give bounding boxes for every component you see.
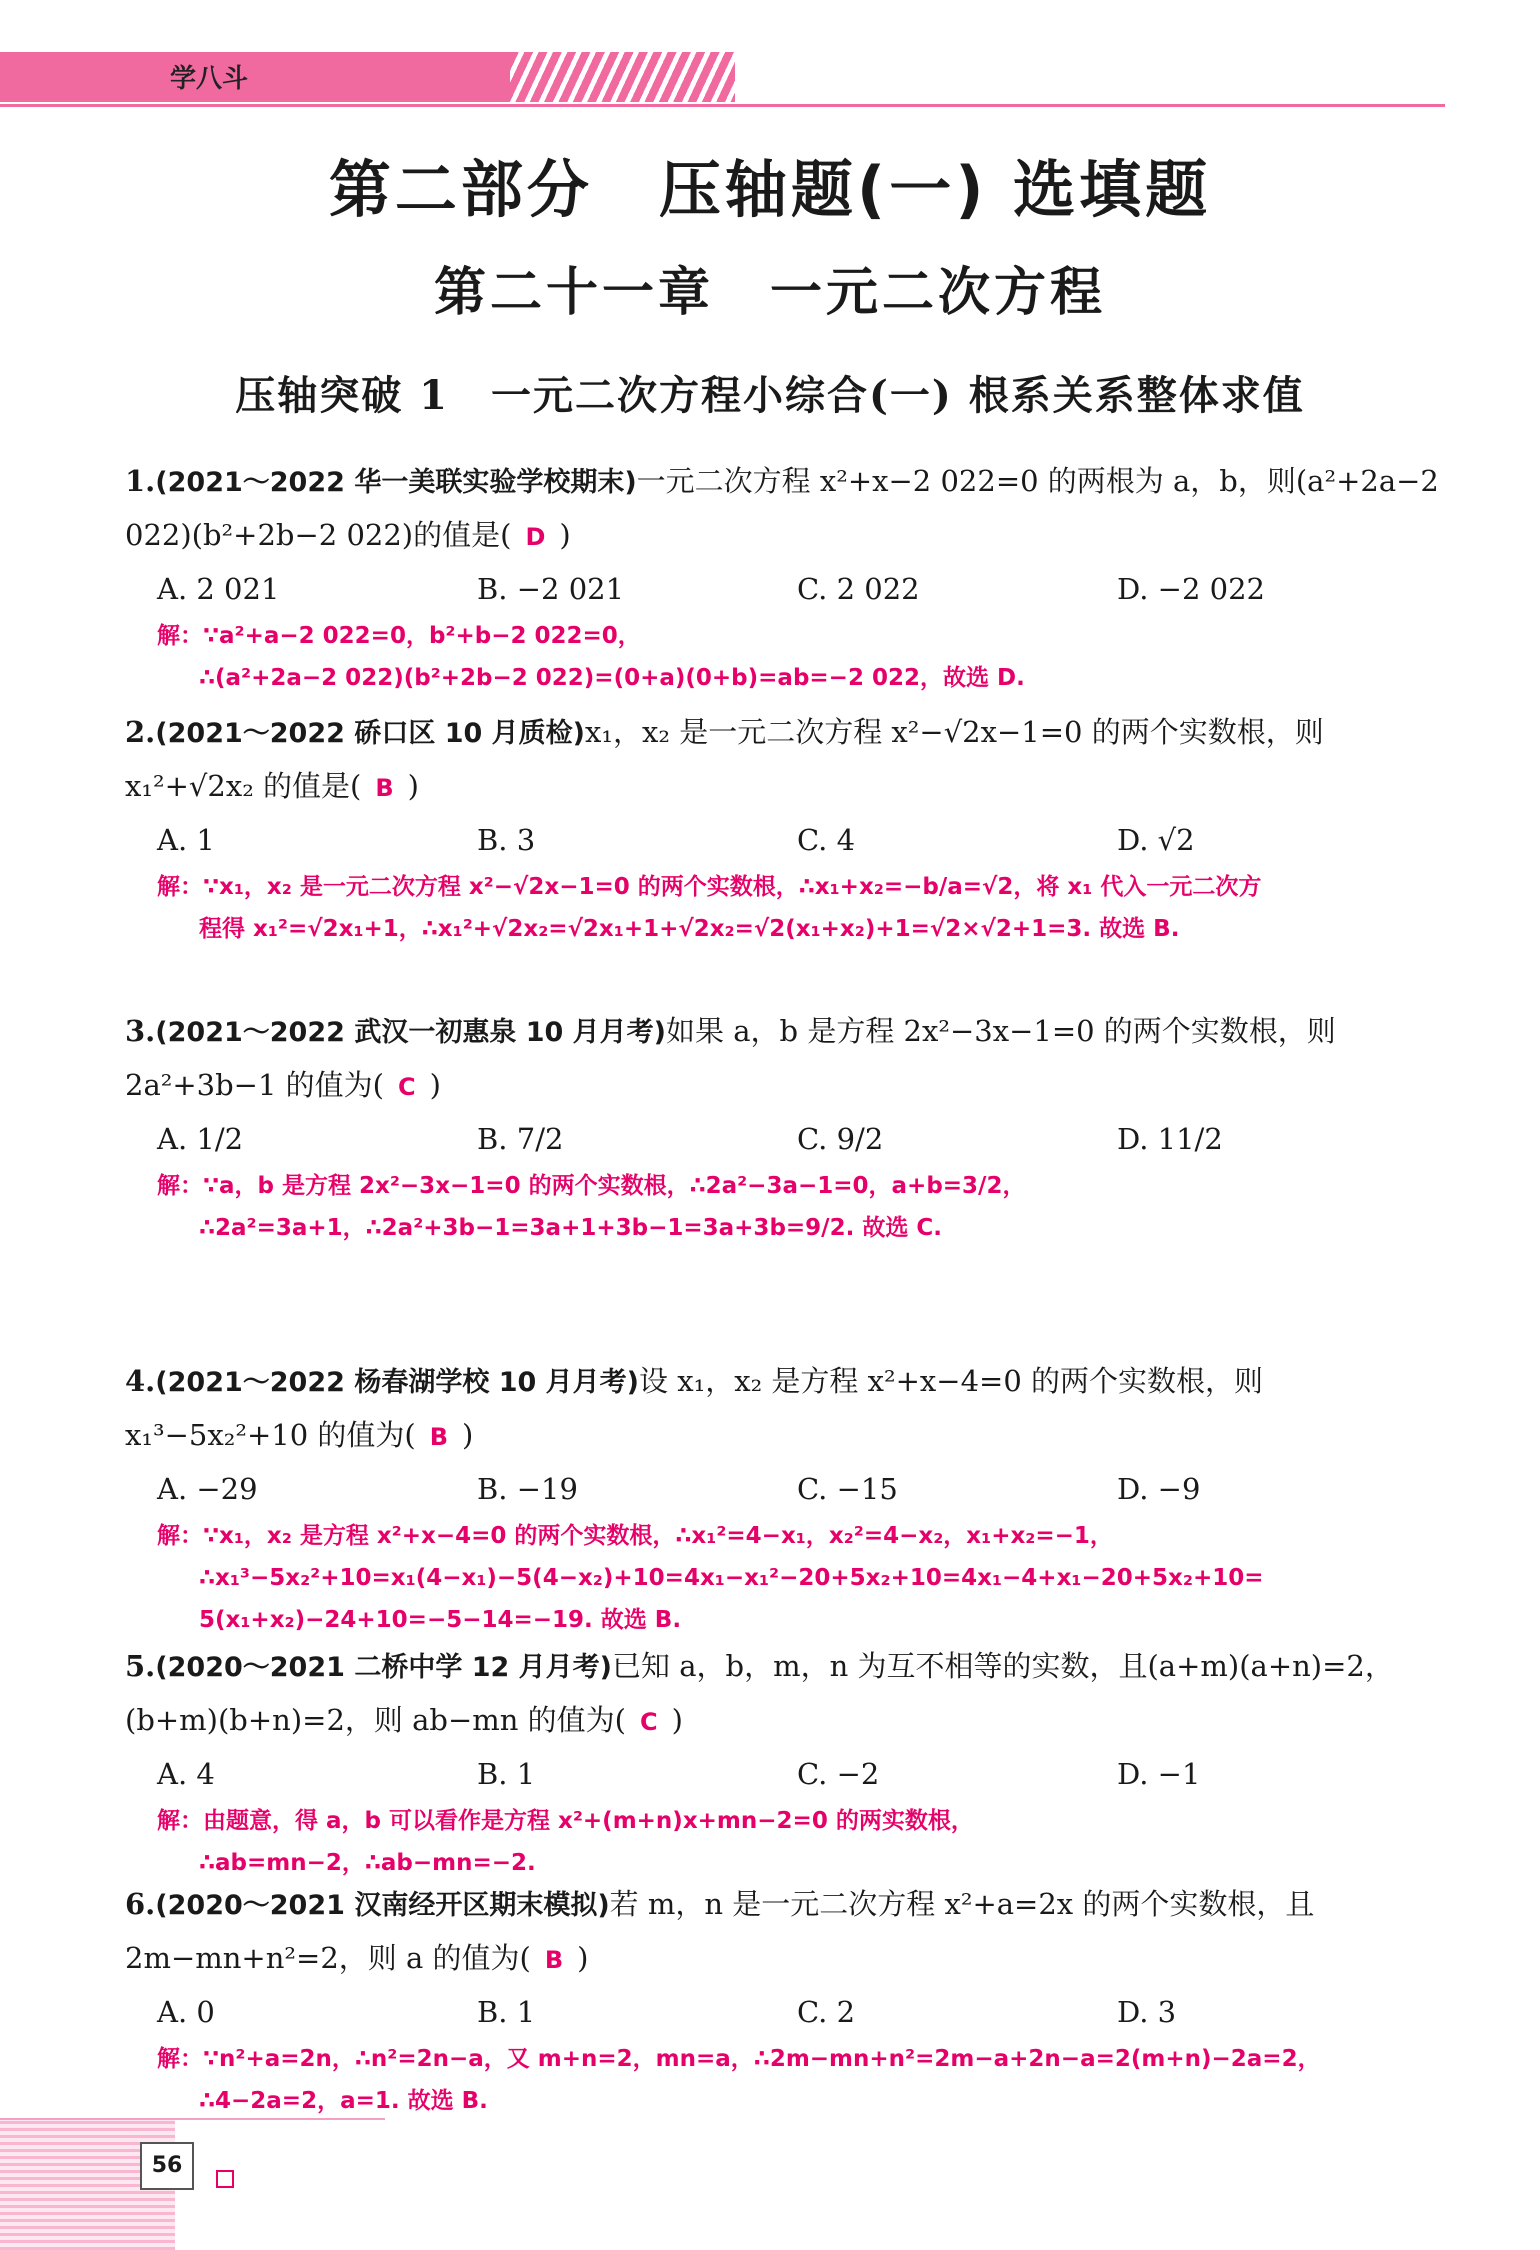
question-text: 一元二次方程 x²+x−2 022=0 的两根为 a，b，则(a²+2a−2 022)(b²+2b−2 022)的值是( — [125, 464, 1439, 552]
solution-line: 5(x₁+x₂)−24+10=−5−14=−19. 故选 B. — [199, 1607, 682, 1633]
question-stem — [125, 706, 1445, 814]
option: B. 1 — [477, 1995, 536, 2029]
question-close: ) — [462, 1418, 474, 1452]
options-row — [125, 1463, 1445, 1515]
question-text: 若 m，n 是一元二次方程 x²+a=2x 的两个实数根，且 2m−mn+n²=2，则 a 的值为( — [125, 1887, 1315, 1975]
solution-line: 解：由题意，得 a，b 可以看作是方程 x²+(m+n)x+mn−2=0 的两实数根， — [157, 1808, 974, 1834]
option: B. −19 — [477, 1472, 578, 1506]
answer-letter: C — [397, 1073, 416, 1101]
option: A. 4 — [157, 1757, 215, 1791]
answer-letter: B — [375, 774, 394, 802]
option: D. −9 — [1117, 1472, 1201, 1506]
header-stripes — [510, 52, 735, 102]
question-close: ) — [671, 1703, 683, 1737]
question-5 — [125, 1640, 1445, 1884]
question-6 — [125, 1878, 1445, 2122]
solution-line: 解：∵x₁，x₂ 是一元二次方程 x²−√2x−1=0 的两个实数根，∴x₁+x₂=−b/a=√2，将 x₁ 代入一元二次方 — [157, 874, 1262, 900]
question-4 — [125, 1355, 1445, 1641]
question-number: 1. — [125, 464, 156, 498]
option: B. 3 — [477, 823, 536, 857]
question-text: 已知 a，b，m，n 为互不相等的实数，且(a+m)(a+n)=2，(b+m)(b+n)=2，则 ab−mn 的值为( — [125, 1649, 1394, 1737]
option: C. 2 022 — [797, 572, 920, 606]
option: A. 2 021 — [157, 572, 280, 606]
question-number: 5. — [125, 1649, 156, 1683]
question-stem — [125, 1640, 1445, 1748]
question-stem — [125, 1005, 1445, 1113]
option: D. √2 — [1117, 823, 1195, 857]
option: C. −15 — [797, 1472, 898, 1506]
question-2 — [125, 706, 1445, 950]
question-number: 6. — [125, 1887, 156, 1921]
solution-line: 程得 x₁²=√2x₁+1，∴x₁²+√2x₂=√2x₁+1+√2x₂=√2(x₁+x₂)+1=√2×√2+1=3. 故选 B. — [199, 916, 1180, 942]
solution — [125, 1165, 1445, 1249]
question-close: ) — [407, 769, 419, 803]
answer-letter: B — [544, 1946, 564, 1974]
solution-line: 解：∵a²+a−2 022=0，b²+b−2 022=0， — [157, 623, 641, 649]
option: A. 0 — [157, 1995, 215, 2029]
options-row — [125, 814, 1445, 866]
answer-letter: B — [429, 1423, 448, 1451]
option: D. 3 — [1117, 1995, 1177, 2029]
question-source: (2020～2021 汉南经开区期末模拟) — [155, 1890, 610, 1921]
question-number: 2. — [125, 715, 156, 749]
option: A. 1 — [157, 823, 215, 857]
question-text: x₁，x₂ 是一元二次方程 x²−√2x−1=0 的两个实数根，则 x₁²+√2x₂ 的值是( — [125, 715, 1324, 803]
solution-line: 解：∵x₁，x₂ 是方程 x²+x−4=0 的两个实数根，∴x₁²=4−x₁，x₂²=4−x₂，x₁+x₂=−1， — [157, 1523, 1113, 1549]
question-source: (2021～2022 硚口区 10 月质检) — [155, 718, 586, 749]
solution-line: 解：∵n²+a=2n，∴n²=2n−a，又 m+n=2，mn=a，∴2m−mn+n²=2m−a+2n−a=2(m+n)−2a=2， — [157, 2046, 1321, 2072]
option: C. 2 — [797, 1995, 856, 2029]
option: B. −2 021 — [477, 572, 625, 606]
header-divider — [0, 104, 1445, 107]
part-title: 第二部分 压轴题(一) 选填题 — [328, 153, 1212, 226]
solution-line: ∴ab=mn−2，∴ab−mn=−2. — [199, 1850, 536, 1876]
option: B. 1 — [477, 1757, 536, 1791]
question-1 — [125, 455, 1445, 699]
solution-line: ∴(a²+2a−2 022)(b²+2b−2 022)=(0+a)(0+b)=ab=−2 022，故选 D. — [199, 665, 1025, 691]
question-text: 设 x₁，x₂ 是方程 x²+x−4=0 的两个实数根，则 x₁³−5x₂²+10 的值为( — [125, 1364, 1263, 1452]
options-row — [125, 1748, 1445, 1800]
question-source: (2020～2021 二桥中学 12 月月考) — [155, 1652, 613, 1683]
page-number: 56 — [140, 2142, 194, 2190]
option: D. 11/2 — [1117, 1122, 1223, 1156]
answer-letter: C — [640, 1708, 658, 1736]
question-stem — [125, 455, 1445, 563]
chapter-title: 第二十一章 一元二次方程 — [433, 262, 1106, 323]
solution-line: ∴4−2a=2，a=1. 故选 B. — [199, 2088, 488, 2114]
question-source: (2021～2022 武汉一初惠泉 10 月月考) — [155, 1017, 667, 1048]
options-row — [125, 563, 1445, 615]
question-close: ) — [559, 518, 571, 552]
option: A. 1/2 — [157, 1122, 244, 1156]
page-mark-icon — [216, 2170, 234, 2188]
header-brand: 学八斗 — [170, 64, 249, 94]
answer-letter: D — [525, 523, 546, 551]
solution — [125, 1800, 1445, 1884]
option: C. 9/2 — [797, 1122, 884, 1156]
solution — [125, 866, 1445, 950]
question-3 — [125, 1005, 1445, 1249]
option: A. −29 — [157, 1472, 258, 1506]
solution-line: 解：∵a，b 是方程 2x²−3x−1=0 的两个实数根，∴2a²−3a−1=0，a+b=3/2， — [157, 1173, 1026, 1199]
solution-line: ∴x₁³−5x₂²+10=x₁(4−x₁)−5(4−x₂)+10=4x₁−x₁²−20+5x₂+10=4x₁−4+x₁−20+5x₂+10= — [199, 1565, 1264, 1591]
question-close: ) — [429, 1068, 441, 1102]
options-row — [125, 1113, 1445, 1165]
options-row — [125, 1986, 1445, 2038]
question-number: 4. — [125, 1364, 156, 1398]
solution — [125, 615, 1445, 699]
solution — [125, 1515, 1445, 1641]
option: D. −1 — [1117, 1757, 1201, 1791]
question-number: 3. — [125, 1014, 156, 1048]
option: B. 7/2 — [477, 1122, 564, 1156]
question-text: 如果 a，b 是方程 2x²−3x−1=0 的两个实数根，则 2a²+3b−1 的值为( — [125, 1014, 1336, 1102]
question-source: (2021～2022 杨春湖学校 10 月月考) — [155, 1367, 640, 1398]
question-stem — [125, 1878, 1445, 1986]
question-source: (2021～2022 华一美联实验学校期末) — [155, 467, 637, 498]
solution-line: ∴2a²=3a+1，∴2a²+3b−1=3a+1+3b−1=3a+3b=9/2. 故选 C. — [199, 1215, 942, 1241]
question-close: ) — [577, 1941, 589, 1975]
option: C. 4 — [797, 823, 856, 857]
option: C. −2 — [797, 1757, 880, 1791]
solution — [125, 2038, 1445, 2122]
option: D. −2 022 — [1117, 572, 1265, 606]
section-title: 压轴突破 1 一元二次方程小综合(一) 根系关系整体求值 — [235, 372, 1305, 419]
question-stem — [125, 1355, 1445, 1463]
